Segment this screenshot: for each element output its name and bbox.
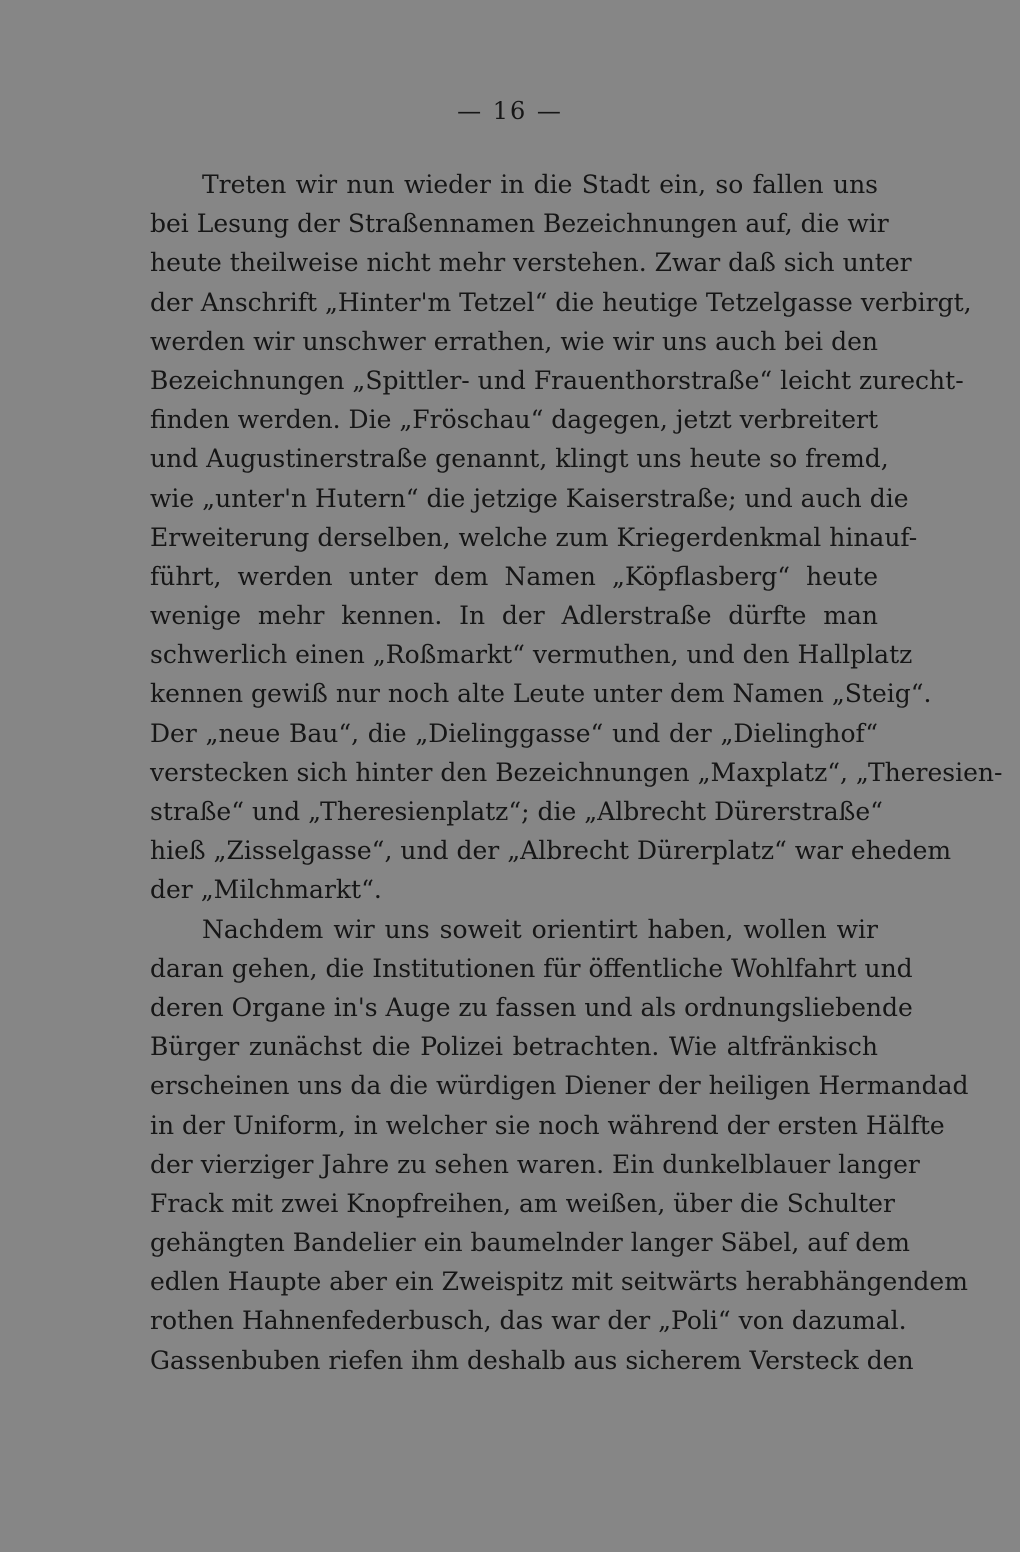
text-line: rothen Hahnenfederbusch, das war der „Poli“ von dazumal.	[150, 1306, 907, 1336]
text-line: verstecken sich hinter den Bezeichnungen „Maxplatz“, „Theresien-	[150, 757, 1003, 787]
text-line: Bürger zunächst die Polizei betrachten. Wie altfränkisch	[150, 1032, 878, 1062]
text-line: wenige mehr kennen. In der Adlerstraße dürfte man	[150, 601, 878, 631]
text-line: deren Organe in's Auge zu fassen und als ordnungsliebende	[150, 992, 913, 1022]
text-line: und Augustinerstraße genannt, klingt uns heute so fremd,	[150, 444, 889, 474]
text-line: schwerlich einen „Roßmarkt“ vermuthen, und den Hallplatz	[150, 640, 913, 670]
text-line: der vierziger Jahre zu sehen waren. Ein dunkelblauer langer	[150, 1149, 920, 1179]
text-line: wie „unter'n Hutern“ die jetzige Kaiserstraße; und auch die	[150, 483, 909, 513]
text-line: Treten wir nun wieder in die Stadt ein, so fallen uns	[202, 170, 878, 199]
text-line: der „Milchmarkt“.	[150, 875, 382, 905]
text-line: der Anschrift „Hinter'm Tetzel“ die heutige Tetzelgasse verbirgt,	[150, 287, 972, 317]
text-line: in der Uniform, in welcher sie noch während der ersten Hälfte	[150, 1110, 945, 1140]
text-line: erscheinen uns da die würdigen Diener der heiligen Hermandad	[150, 1071, 969, 1101]
page-number: — 16 —	[457, 97, 563, 125]
text-line: daran gehen, die Institutionen für öffentliche Wohlfahrt und	[150, 953, 913, 983]
text-line: werden wir unschwer errathen, wie wir uns auch bei den	[150, 326, 878, 356]
text-line: bei Lesung der Straßennamen Bezeichnungen auf, die wir	[150, 209, 889, 239]
body-text	[150, 165, 1003, 1380]
text-line: Nachdem wir uns soweit orientirt haben, wollen wir	[202, 914, 878, 944]
text-line: Gassenbuben riefen ihm deshalb aus sicherem Versteck den	[150, 1345, 914, 1375]
text-line: Der „neue Bau“, die „Dielinggasse“ und der „Dielinghof“	[150, 718, 878, 748]
text-line: straße“ und „Theresienplatz“; die „Albrecht Dürerstraße“	[150, 797, 883, 826]
text-line: edlen Haupte aber ein Zweispitz mit seitwärts herabhängendem	[150, 1267, 968, 1297]
text-line: finden werden. Die „Fröschau“ dagegen, jetzt verbreitert	[150, 405, 879, 435]
text-line: Bezeichnungen „Spittler- und Frauenthorstraße“ leicht zurecht-	[150, 365, 964, 395]
text-line: Erweiterung derselben, welche zum Kriegerdenkmal hinauf-	[150, 522, 918, 552]
text-line: Frack mit zwei Knopfreihen, am weißen, über die Schulter	[150, 1188, 895, 1218]
text-line: führt, werden unter dem Namen „Köpflasberg“ heute	[150, 561, 878, 591]
text-line: kennen gewiß nur noch alte Leute unter dem Namen „Steig“.	[150, 679, 932, 709]
text-line: heute theilweise nicht mehr verstehen. Zwar daß sich unter	[150, 248, 912, 278]
text-line: gehängten Bandelier ein baumelnder langer Säbel, auf dem	[150, 1228, 910, 1258]
text-line: hieß „Zisselgasse“, und der „Albrecht Dürerplatz“ war ehedem	[150, 836, 952, 866]
